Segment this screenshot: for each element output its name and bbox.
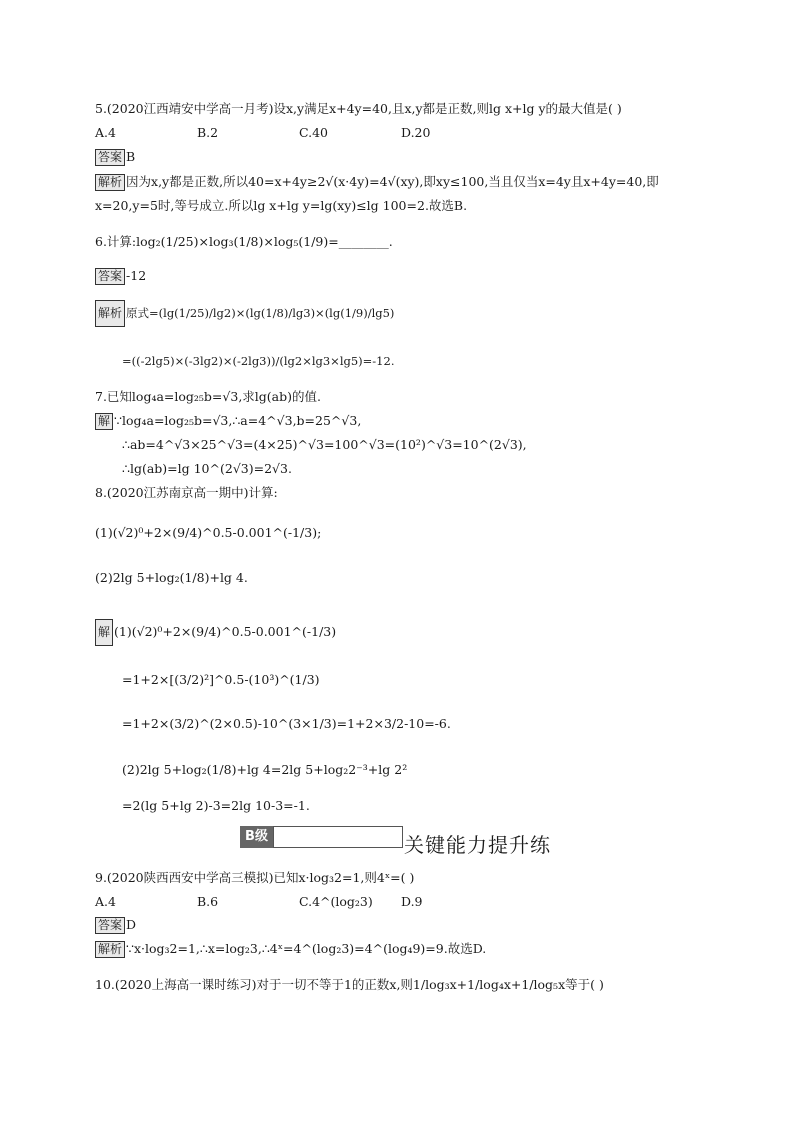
q8-sol-5: =2(lg 5+lg 2)-3=2lg 10-3=-1. <box>122 798 310 813</box>
q7-line-1-row <box>95 413 361 430</box>
q5-option-a: A.4 <box>95 125 116 140</box>
q5-stem: 5.(2020江西靖安中学高一月考)设x,y满足x+4y=40,且x,y都是正数,则lg x+lg y的最大值是( ) <box>95 101 622 116</box>
analysis-tag: 解析 <box>95 941 125 958</box>
section-title: 关键能力提升练 <box>404 833 551 857</box>
q9-stem: 9.(2020陕西西安中学高三模拟)已知x·log₃2=1,则4ˣ=( ) <box>95 870 415 885</box>
q5-option-c: C.40 <box>299 125 328 140</box>
q5-options <box>95 125 503 141</box>
q9-option-c: C.4^(log₂3) <box>299 894 373 909</box>
q6-analysis-row <box>95 300 394 327</box>
q7-stem: 7.已知log₄a=log₂₅b=√3,求lg(ab)的值. <box>95 389 321 404</box>
q9-answer: D <box>126 917 137 932</box>
q6-answer: -12 <box>126 268 147 283</box>
answer-tag: 答案 <box>95 149 125 166</box>
q8-sol-2: =1+2×[(3/2)²]^0.5-(10³)^(1/3) <box>122 672 320 687</box>
q7-line-1: ∵log₄a=log₂₅b=√3,∴a=4^√3,b=25^√3, <box>114 413 362 428</box>
q6-answer-row <box>95 268 146 285</box>
q9-option-d: D.9 <box>401 894 423 909</box>
q9-answer-row <box>95 917 136 934</box>
q9-options <box>95 894 503 910</box>
q5-answer-row <box>95 149 135 166</box>
answer-tag: 答案 <box>95 268 125 285</box>
q9-option-a: A.4 <box>95 894 116 909</box>
section-header <box>240 823 640 855</box>
q9-option-b: B.6 <box>197 894 219 909</box>
q9-analysis-row <box>95 941 486 958</box>
analysis-tag: 解析 <box>95 300 125 327</box>
q5-analysis-2: x=20,y=5时,等号成立.所以lg x+lg y=lg(xy)≤lg 100=2.故选B. <box>95 198 468 213</box>
q10-stem: 10.(2020上海高一课时练习)对于一切不等于1的正数x,则1/log₃x+1/log₄x+1/log₅x等于( ) <box>95 977 604 992</box>
solution-tag: 解 <box>95 413 113 430</box>
q8-sol-3: =1+2×(3/2)^(2×0.5)-10^(3×1/3)=1+2×3/2-10=-6. <box>122 716 451 731</box>
answer-tag: 答案 <box>95 917 125 934</box>
q9-analysis: ∵x·log₃2=1,∴x=log₂3,∴4ˣ=4^(log₂3)=4^(log₄9)=9.故选D. <box>126 941 487 956</box>
q5-analysis-row <box>95 174 659 191</box>
q5-answer: B <box>126 149 136 164</box>
q8-stem: 8.(2020江苏南京高一期中)计算: <box>95 485 278 500</box>
analysis-tag: 解析 <box>95 174 125 191</box>
q5-option-d: D.20 <box>401 125 431 140</box>
q5-option-b: B.2 <box>197 125 219 140</box>
level-title-box <box>273 826 403 848</box>
q8-sol-4: (2)2lg 5+log₂(1/8)+lg 4=2lg 5+log₂2⁻³+lg 2² <box>122 762 408 777</box>
q7-line-2: ∴ab=4^√3×25^√3=(4×25)^√3=100^√3=(10²)^√3=10^(2√3), <box>122 437 527 452</box>
q8-part-2: (2)2lg 5+log₂(1/8)+lg 4. <box>95 570 248 585</box>
q6-analysis-2: =((-2lg5)×(-3lg2)×(-2lg3))/(lg2×lg3×lg5)=-12. <box>122 354 395 368</box>
q8-part-1: (1)(√2)⁰+2×(9/4)^0.5-0.001^(-1/3); <box>95 525 322 540</box>
q6-analysis-1: 原式=(lg(1/25)/lg2)×(lg(1/8)/lg3)×(lg(1/9)/lg5) <box>126 306 395 320</box>
solution-tag: 解 <box>95 619 113 646</box>
q8-sol-1: (1)(√2)⁰+2×(9/4)^0.5-0.001^(-1/3) <box>114 624 337 639</box>
q7-line-3: ∴lg(ab)=lg 10^(2√3)=2√3. <box>122 461 292 476</box>
q6-stem: 6.计算:log₂(1/25)×log₃(1/8)×log₅(1/9)=________. <box>95 234 393 249</box>
level-badge: B级 <box>240 826 273 848</box>
q5-analysis-1: 因为x,y都是正数,所以40=x+4y≥2√(x·4y)=4√(xy),即xy≤100,当且仅当x=4y且x+4y=40,即 <box>126 174 659 189</box>
q8-solution-row <box>95 619 336 646</box>
